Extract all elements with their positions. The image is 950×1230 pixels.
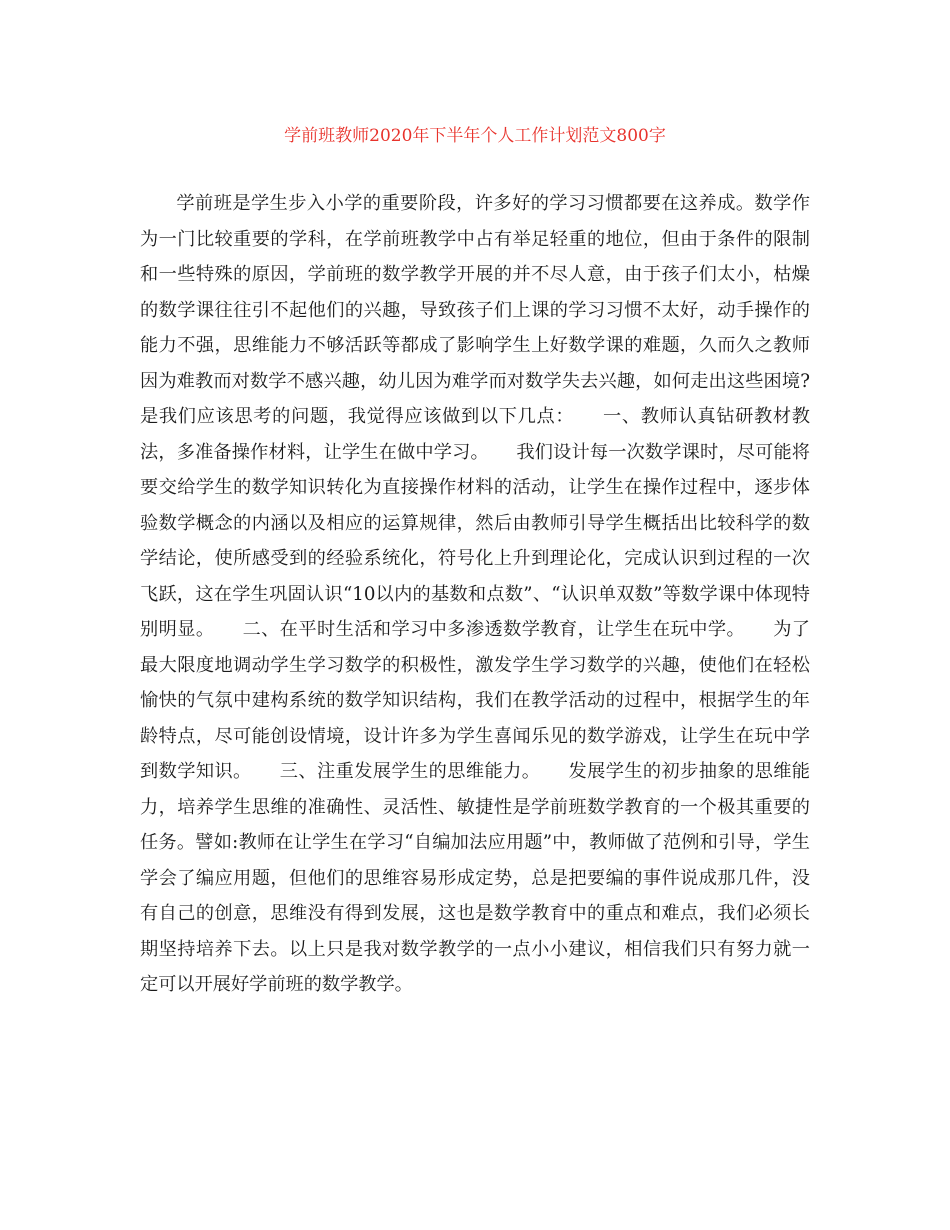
document-title: 学前班教师2020年下半年个人工作计划范文800字 [284,126,666,146]
document-body-paragraph: 学前班是学生步入小学的重要阶段，许多好的学习习惯都要在这养成。数学作为一门比较重要的学科，在学前班教学中占有举足轻重的地位，但由于条件的限制和一些特殊的原因，学前班的数学教学开展的并不尽人意，由于孩子们太小，枯燥的数学课往往引不起他们的兴趣，导致孩子们上课的学习习惯不太好，动手操作的能力不强，思维能力不够活跃等都成了影响学生上好数学课的难题，久而久之教师因为难教而对数学不感兴趣，幼儿因为难学而对数学失去兴趣，如何走出这些困境?是我们应该思考的问题，我觉得应该做到以下几点： 一、教师认真钻研教材教法，多准备操作材料，让学生在做中学习。 我们设计每一次数学课时，尽可能将要交给学生的数学知识转化为直接操作材料的活动，让学生在操作过程中，逐步体验数学概念的内涵以及相应的运算规律，然后由教师引导学生概括出比较科学的数学结论，使所感受到的经验系统化，符号化上升到理论化，完成认识到过程的一次飞跃，这在学生巩固认识“10以内的基数和点数”、“认识单双数”等数学课中体现特别明显。 二、在平时生活和学习中多渗透数学教育，让学生在玩中学。 为了最大限度地调动学生学习数学的积极性，激发学生学习数学的兴趣，使他们在轻松愉快的气氛中建构系统的数学知识结构，我们在教学活动的过程中，根据学生的年龄特点，尽可能创设情境，设计许多为学生喜闻乐见的数学游戏，让学生在玩中学到数学知识。 三、注重发展学生的思维能力。 发展学生的初步抽象的思维能力，培养学生思维的准确性、灵活性、敏捷性是学前班数学教育的一个极其重要的任务。譬如:教师在让学生在学习“自编加法应用题”中，教师做了范例和引导，学生学会了编应用题，但他们的思维容易形成定势，总是把要编的事件说成那几件，没有自己的创意，思维没有得到发展，这也是数学教育中的重点和难点，我们必须长期坚持培养下去。以上只是我对数学教学的一点小小建议，相信我们只有努力就一定可以开展好学前班的数学教学。 [140,193,810,995]
